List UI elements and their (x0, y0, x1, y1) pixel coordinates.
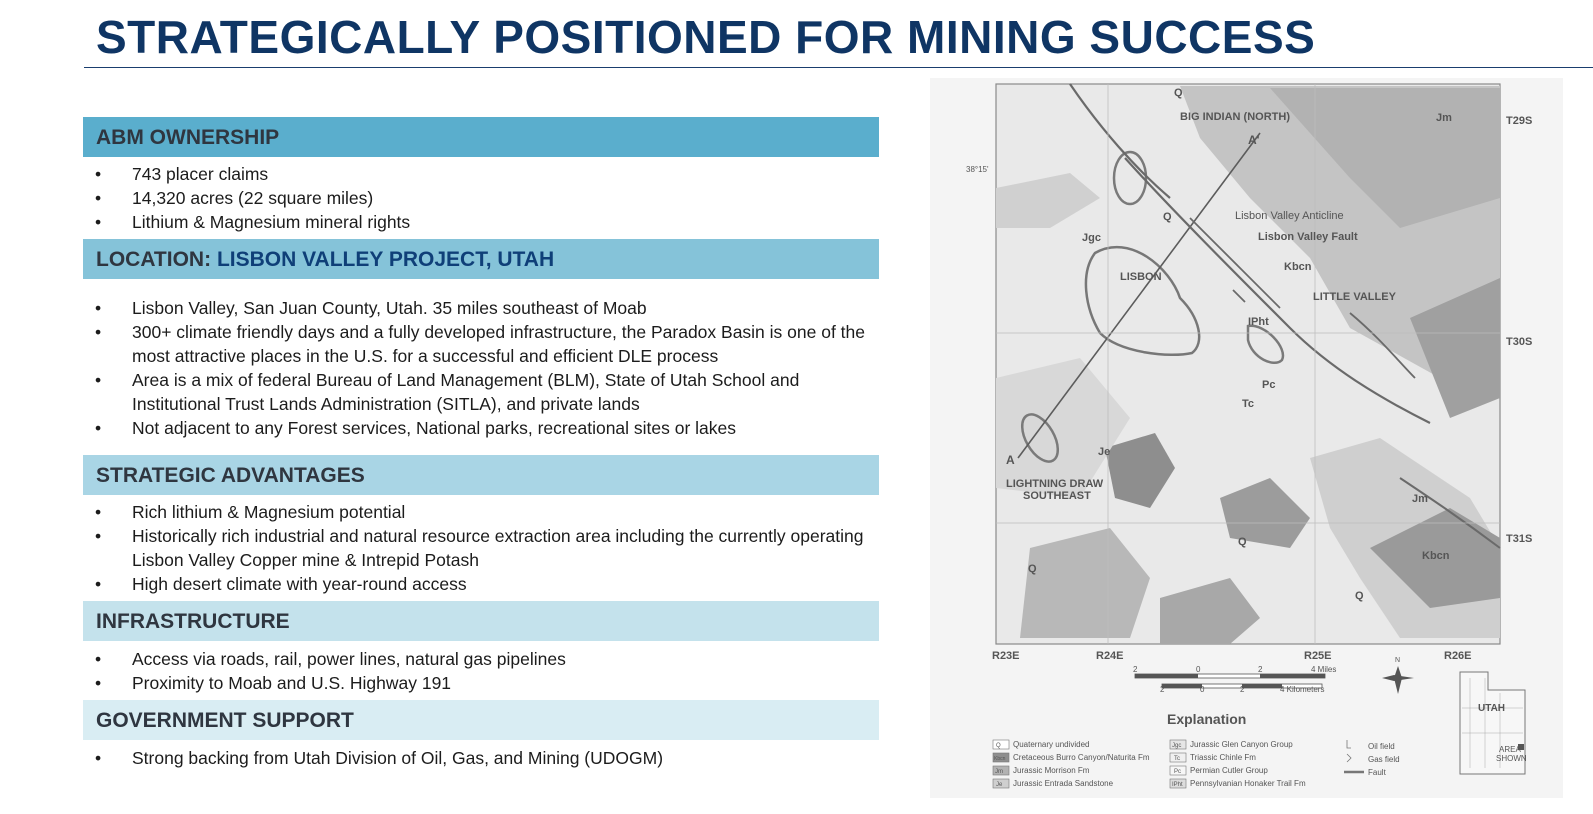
map-label-fault: Lisbon Valley Fault (1258, 231, 1358, 243)
unit-label: Tc (1242, 398, 1255, 410)
list-item: • 300+ climate friendly days and a fully developed infrastructure, the Paradox Basin is one of the most attractive places in the U.S. for a successful and efficient DLE process (95, 322, 866, 366)
svg-text:AREA: AREA (1499, 745, 1521, 754)
svg-text:4 Miles: 4 Miles (1311, 665, 1337, 674)
township-label: T29S (1506, 115, 1533, 127)
legend-title: Explanation (1167, 711, 1247, 727)
list-item: • Rich lithium & Magnesium potential (95, 502, 406, 522)
bullet-glyph: • (95, 188, 102, 208)
map-label-big-indian: BIG INDIAN (NORTH) (1180, 111, 1290, 123)
svg-text:Jgc: Jgc (1172, 743, 1182, 749)
svg-text:2: 2 (1240, 685, 1245, 694)
unit-label: Jm (1412, 493, 1428, 505)
range-label: R25E (1304, 650, 1332, 662)
svg-text:Triassic Chinle Fm: Triassic Chinle Fm (1190, 753, 1256, 762)
unit-label: Q (1238, 536, 1247, 548)
map-label-southeast: SOUTHEAST (1023, 490, 1091, 502)
svg-text:Je: Je (996, 782, 1003, 788)
map-label-latitude: 38°15' (966, 165, 989, 174)
geologic-map (930, 78, 1563, 798)
svg-text:Jurassic Glen Canyon Group: Jurassic Glen Canyon Group (1190, 740, 1293, 749)
svg-text:Jurassic Morrison Fm: Jurassic Morrison Fm (1013, 766, 1090, 775)
bullet-glyph: • (95, 212, 102, 232)
unit-label: Q (1163, 211, 1172, 223)
ownership-list (95, 162, 875, 234)
location-project-name: LISBON VALLEY PROJECT, UTAH (216, 248, 555, 271)
svg-text:Quaternary undivided: Quaternary undivided (1013, 740, 1090, 749)
unit-label: IPht (1248, 316, 1269, 328)
bullet-glyph: • (95, 502, 102, 522)
map-label-a-prime: A' (1248, 133, 1260, 147)
list-item: • Access via roads, rail, power lines, natural gas pipelines (95, 649, 566, 669)
unit-label: Kbcn (1284, 261, 1312, 273)
geologic-map-svg (930, 78, 1563, 798)
svg-text:Jm: Jm (995, 769, 1003, 775)
bullet-glyph: • (95, 298, 102, 318)
map-label-lightning-draw: LIGHTNING DRAW (1006, 478, 1104, 490)
svg-text:N: N (1395, 657, 1401, 664)
map-label-little-valley: LITTLE VALLEY (1313, 291, 1396, 303)
list-item: • Lithium & Magnesium mineral rights (95, 212, 411, 232)
bullet-glyph: • (95, 370, 102, 390)
unit-label: Jm (1436, 112, 1452, 124)
svg-text:UTAH: UTAH (1478, 703, 1506, 714)
bullet-glyph: • (95, 748, 102, 768)
svg-text:Q: Q (996, 743, 1001, 749)
svg-text:SHOWN: SHOWN (1496, 754, 1527, 763)
bullet-glyph: • (95, 164, 102, 184)
svg-text:2: 2 (1133, 665, 1138, 674)
bullet-glyph: • (95, 322, 102, 342)
map-label-lisbon: LISBON (1120, 271, 1162, 283)
bullet-glyph: • (95, 418, 102, 438)
bullet-glyph: • (95, 526, 102, 546)
svg-text:Jurassic Entrada Sandstone: Jurassic Entrada Sandstone (1013, 779, 1114, 788)
unit-label: Q (1355, 590, 1364, 602)
range-label: R24E (1096, 650, 1124, 662)
svg-text:2: 2 (1258, 665, 1263, 674)
title-divider (84, 67, 1593, 68)
svg-text:Gas field: Gas field (1368, 755, 1400, 764)
township-label: T30S (1506, 336, 1533, 348)
list-item: • Area is a mix of federal Bureau of Land Management (BLM), State of Utah School and Institutional Trust Lands Administration (SITLA), and private lands (95, 370, 800, 414)
list-item: • 743 placer claims (95, 164, 269, 184)
svg-text:Permian Cutler Group: Permian Cutler Group (1190, 766, 1268, 775)
svg-text:Pc: Pc (1174, 769, 1182, 775)
list-item: • Not adjacent to any Forest services, National parks, recreational sites or lakes (95, 418, 737, 438)
svg-text:0: 0 (1200, 685, 1205, 694)
svg-text:Fault: Fault (1368, 768, 1386, 777)
list-item: • Historically rich industrial and natural resource extraction area including the currently operating Lisbon Valley Copper mine & Intrepid Potash (95, 526, 864, 570)
svg-text:Oil field: Oil field (1368, 742, 1395, 751)
unit-label: Q (1174, 87, 1183, 99)
svg-text:2: 2 (1160, 685, 1165, 694)
map-label-anticline: Lisbon Valley Anticline (1235, 210, 1344, 222)
bullet-glyph: • (95, 649, 102, 669)
section-heading-location: LOCATION: LISBON VALLEY PROJECT, UTAH (83, 239, 879, 279)
list-item: • Proximity to Moab and U.S. Highway 191 (95, 673, 452, 693)
list-item: • 14,320 acres (22 square miles) (95, 188, 374, 208)
svg-text:Cretaceous Burro Canyon/Naturi: Cretaceous Burro Canyon/Naturita Fm (1013, 753, 1150, 762)
unit-label: Kbcn (1422, 550, 1450, 562)
bullet-glyph: • (95, 673, 102, 693)
map-label-a: A (1006, 453, 1015, 467)
section-heading-ownership: ABM OWNERSHIP (83, 117, 879, 157)
bullet-glyph: • (95, 574, 102, 594)
section-heading-infrastructure: INFRASTRUCTURE (83, 601, 879, 641)
range-label: R26E (1444, 650, 1472, 662)
unit-label: Je (1098, 446, 1111, 458)
svg-text:Tc: Tc (1174, 756, 1180, 762)
list-item: • Lisbon Valley, San Juan County, Utah. 35 miles southeast of Moab (95, 298, 647, 318)
section-heading-advantages: STRATEGIC ADVANTAGES (83, 455, 879, 495)
range-label: R23E (992, 650, 1020, 662)
infrastructure-list (95, 647, 875, 695)
unit-label: Q (1028, 563, 1037, 575)
svg-text:IPht: IPht (1172, 782, 1183, 788)
government-list (95, 746, 875, 770)
unit-label: Pc (1262, 379, 1276, 391)
section-heading-government: GOVERNMENT SUPPORT (83, 700, 879, 740)
svg-text:Pennsylvanian Honaker Trail Fm: Pennsylvanian Honaker Trail Fm (1190, 779, 1306, 788)
list-item: • High desert climate with year-round access (95, 574, 467, 594)
svg-text:4 Kilometers: 4 Kilometers (1280, 685, 1325, 694)
list-item: • Strong backing from Utah Division of Oil, Gas, and Mining (UDOGM) (95, 748, 664, 768)
page-title: STRATEGICALLY POSITIONED FOR MINING SUCCESS (96, 11, 1316, 63)
advantages-list (95, 500, 875, 596)
svg-text:0: 0 (1196, 665, 1201, 674)
unit-label: Jgc (1082, 232, 1101, 244)
svg-text:Kbcn: Kbcn (994, 756, 1006, 762)
township-label: T31S (1506, 533, 1533, 545)
location-list (95, 296, 875, 440)
